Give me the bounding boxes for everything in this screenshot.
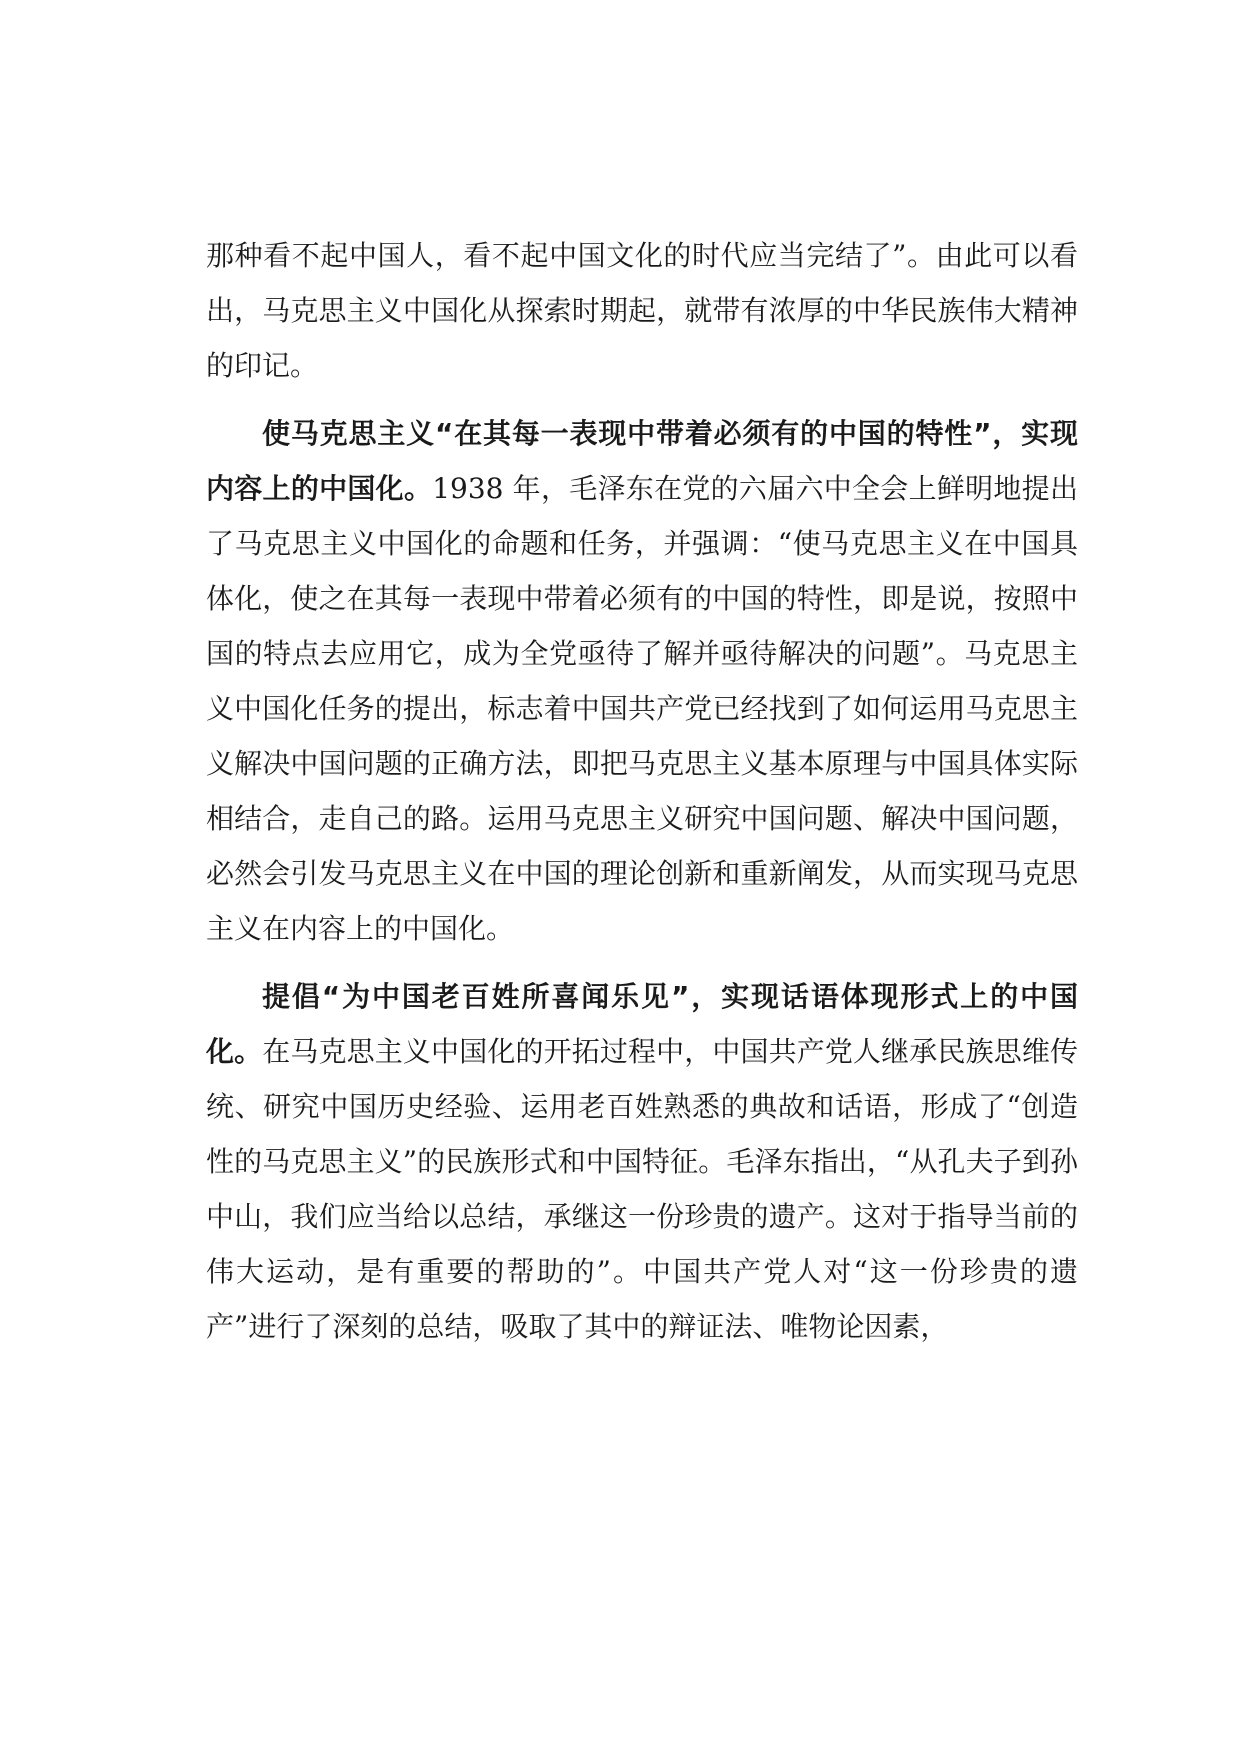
paragraph-lead-heading: 使马克思主义“在其每一表现中带着必须有的中国的特性”，实现内容上的中国化。: [206, 417, 1078, 505]
paragraph-body: 1938 年，毛泽东在党的六届六中全会上鲜明地提出了马克思主义中国化的命题和任务，并强调：“使马克思主义在中国具体化，使之在其每一表现中带着必须有的中国的特性，即是说，按照中国的特点去应用它，成为全党亟待了解并亟待解决的问题”。马克思主义中国化任务的提出，标志着中国共产党已经找到了如何运用马克思主义解决中国问题的正确方法，即把马克思主义基本原理与中国具体实际相结合，走自己的路。运用马克思主义研究中国问题、解决中国问题，必然会引发马克思主义在中国的理论创新和重新阐发，从而实现马克思主义在内容上的中国化。: [206, 472, 1078, 945]
paragraph-discourse-sinicization: [206, 969, 1078, 1354]
paragraph-continuation: [206, 228, 1078, 393]
paragraph-lead-heading: 提倡“为中国老百姓所喜闻乐见”，实现话语体现形式上的中国化。: [206, 980, 1078, 1068]
paragraph-body: 在马克思主义中国化的开拓过程中，中国共产党人继承民族思维传统、研究中国历史经验、运用老百姓熟悉的典故和话语，形成了“创造性的马克思主义”的民族形式和中国特征。毛泽东指出，“从孔夫子到孙中山，我们应当给以总结，承继这一份珍贵的遗产。这对于指导当前的伟大运动，是有重要的帮助的”。中国共产党人对“这一份珍贵的遗产”进行了深刻的总结，吸取了其中的辩证法、唯物论因素，: [206, 1035, 1078, 1343]
paragraph-body: 那种看不起中国人，看不起中国文化的时代应当完结了”。由此可以看出，马克思主义中国化从探索时期起，就带有浓厚的中华民族伟大精神的印记。: [206, 239, 1078, 382]
document-page: [206, 228, 1078, 1367]
paragraph-content-sinicization: [206, 406, 1078, 956]
